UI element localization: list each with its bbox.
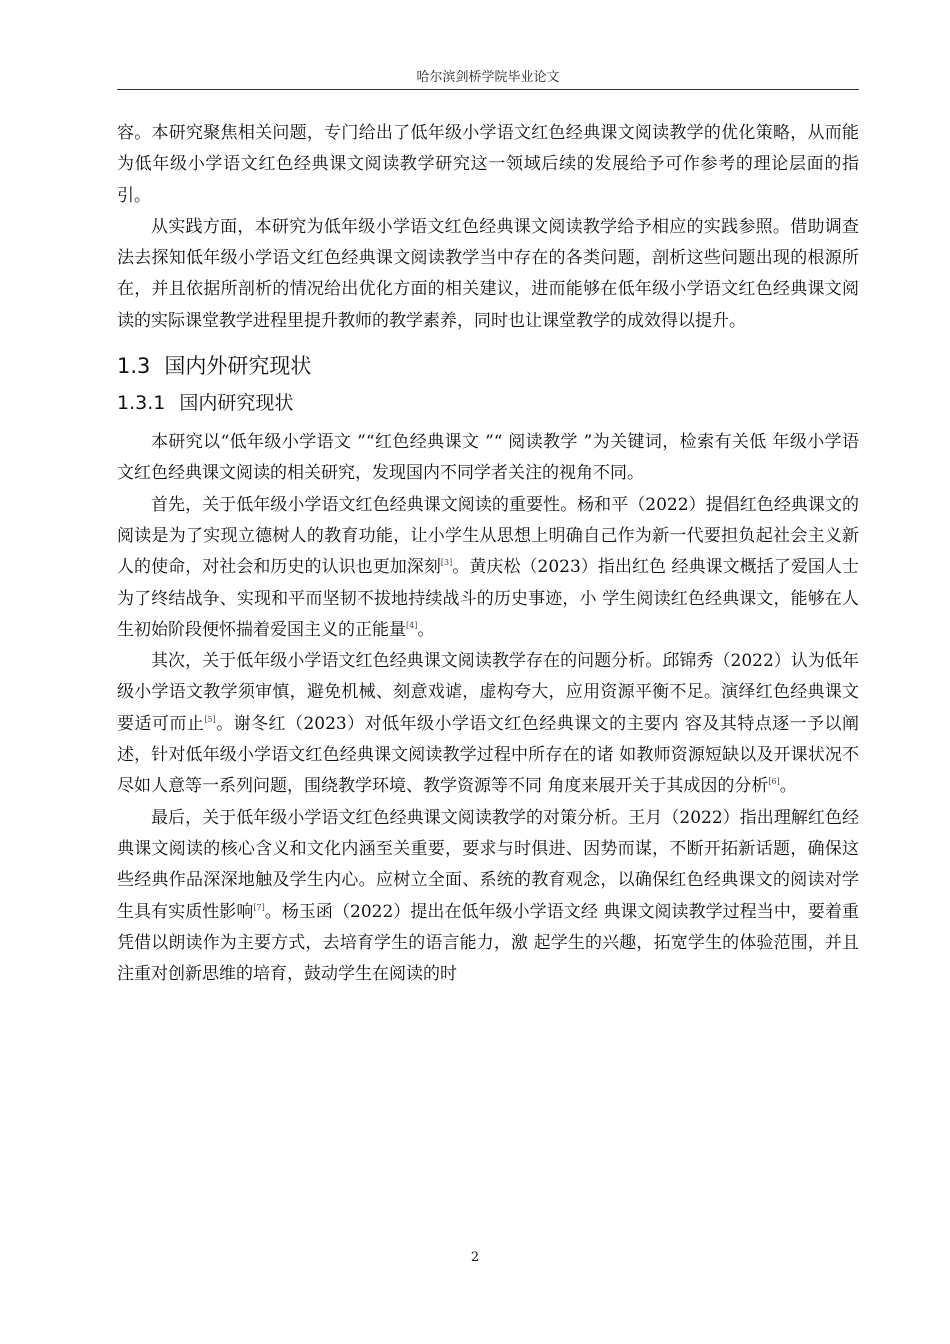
subsection-heading [117,389,859,417]
text-run: 。杨玉函（2022）提出在低年级小学语文经 典课文阅读教学过程当中，要着重凭借以朗读作为主要方式，去培育学生的语言能力，激 起学生的兴趣，拓宽学生的体验范围，并且注重对创新思维的培育，鼓动学生在阅读的时 [117,901,860,985]
paragraph-practice: 从实践方面，本研究为低年级小学语文红色经典课文阅读教学给予相应的实践参照。借助调查法去探知低年级小学语文红色经典课文阅读教学当中存在的各类问题，剖析这些问题出现的根源所在，并且依据所剖析的情况给出优化方面的相关建议，进而能够在低年级小学语文红色经典课文阅读的实际课堂教学进程里提升教师的教学素养，同时也让课堂教学的成效得以提升。 [117,216,859,331]
running-header: 哈尔滨剑桥学院毕业论文 [416,70,560,85]
section-number: 1.3 [117,354,151,379]
section-title: 国内外研究现状 [164,354,312,379]
paragraph-strategies [117,803,859,991]
text-run: 其次，关于低年级小学语文红色经典课文阅读教学存在的问题分析。邱锦秀（2022）认为低年级小学语文教学须审慎，避免机械、刻意戏谑，虚构夸大，应用资源平衡不足。演绎红色经典课文要适可而止 [117,651,859,734]
citation-ref: [7] [253,902,265,912]
section-heading [117,351,859,381]
paragraph-keywords: 本研究以“低年级小学语文 ”“红色经典课文 ”“ 阅读教学 ”为关键词，检索有关低 年级小学语文红色经典课文阅读的相关研究，发现国内不同学者关注的视角不同。 [117,432,859,484]
paragraph-problems [117,646,859,802]
text-run: 。谢冬红（2023）对低年级小学语文红色经典课文的主要内 容及其特点逐一予以阐述，针对低年级小学语文红色经典课文阅读教学过程中所存在的诸 如教师资源短缺以及开课状况不尽如人意等一系列问题，围绕教学环境、教学资源等不同 角度来展开关于其成因的分析 [117,713,860,797]
text-run: 最后，关于低年级小学语文红色经典课文阅读教学的对策分析。王月（2022）指出理解红色经典课文阅读的核心含义和文化内涵至关重要，要求与时俱进、因势而谋，不断开拓新话题，确保这些经典作品深深地触及学生内心。应树立全面、系统的教育观念，以确保红色经典课文的阅读对学生具有实质性影响 [117,807,859,922]
text-run: 。黄庆松（2023）指出红色 经典课文概括了爱国人士为了终结战争、实现和平而坚韧不拔地持续战斗的历史事迹，小 学生阅读红色经典课文，能够在人生初始阶段便怀揣着爱国主义的正能量 [117,557,860,640]
text-run: 。 [417,619,435,640]
text-run: 首先，关于低年级小学语文红色经典课文阅读的重要性。杨和平（2022）提倡红色经典课文的阅读是为了实现立德树人的教育功能，让小学生从思想上明确自己作为新一代要担负起社会主义新人的使命，对社会和历史的认识也更加深刻 [117,494,859,578]
citation-ref: [4] [406,620,418,630]
header-rule [117,89,859,90]
text-run: 。 [779,776,797,797]
page-number: 2 [470,1250,480,1265]
paragraph-continuation: 容。本研究聚焦相关问题，专门给出了低年级小学语文红色经典课文阅读教学的优化策略，从而能为低年级小学语文红色经典课文阅读教学研究这一领域后续的发展给予可作参考的理论层面的指引。 [117,123,859,206]
page-body [117,118,859,990]
citation-ref: [3] [440,558,453,568]
paragraph-importance [117,490,859,646]
citation-ref: [6] [768,777,780,787]
citation-ref: [5] [204,714,216,724]
subsection-number: 1.3.1 [117,392,166,415]
subsection-title: 国内研究现状 [179,392,294,415]
